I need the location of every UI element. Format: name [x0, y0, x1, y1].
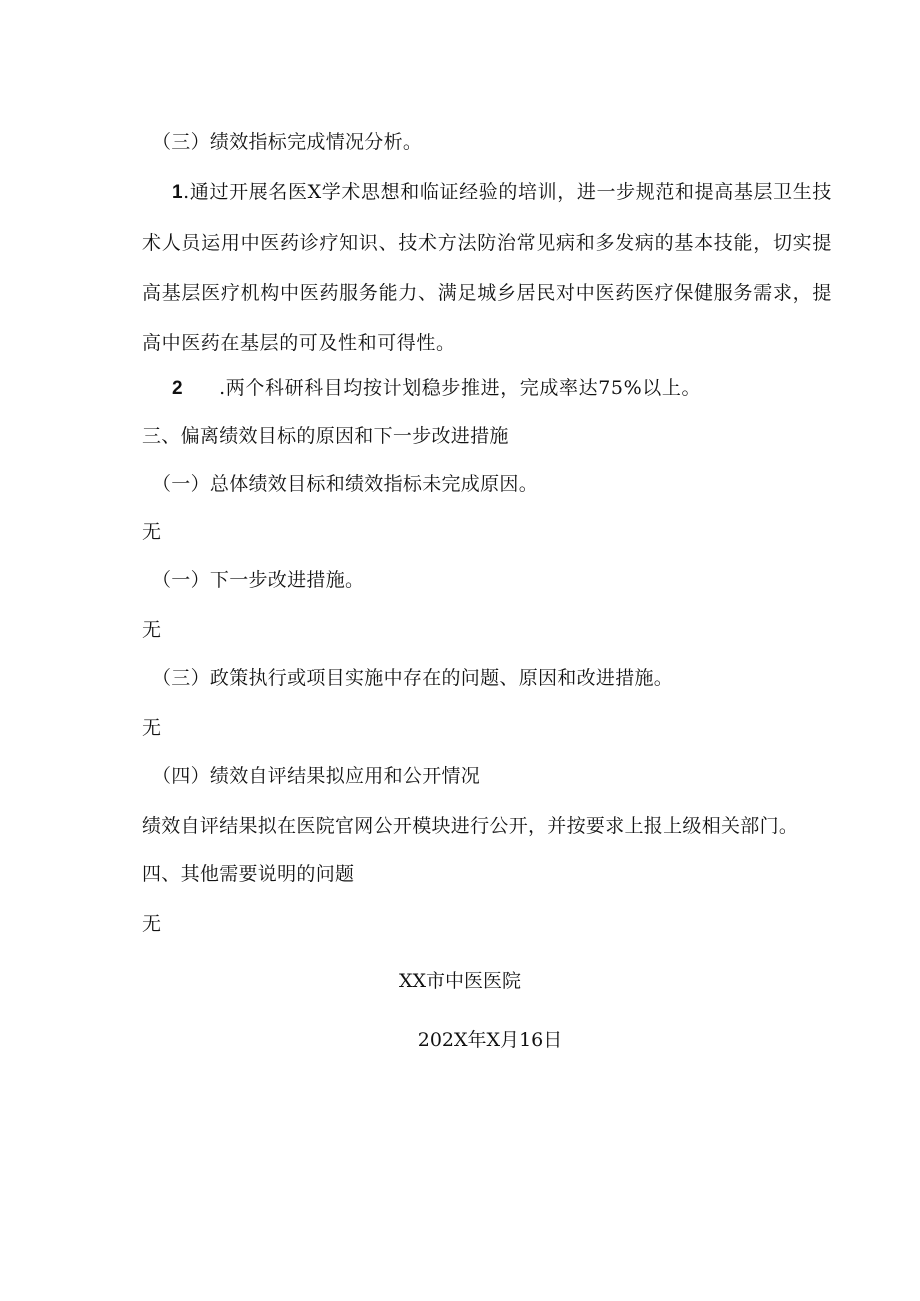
section-heading-performance-analysis: （三）绩效指标完成情况分析。: [152, 131, 423, 153]
item-number: 1: [172, 182, 184, 203]
subsection-heading-next-steps: （一）下一步改进措施。: [152, 569, 365, 591]
subsection-heading-policy-issues: （三）政策执行或项目实施中存在的问题、原因和改进措施。: [152, 667, 674, 689]
chapter-heading-other-issues: 四、其他需要说明的问题: [142, 863, 355, 885]
subsection-heading-self-evaluation: （四）绩效自评结果拟应用和公开情况: [152, 765, 481, 787]
chapter-body: 无: [142, 913, 162, 935]
item-text: .通过开展名医X学术思想和临证经验的培训，进一步规范和提高基层卫生技术人员运用中医药诊疗知识、技术方法防治常见病和多发病的基本技能，切实提高基层医疗机构中医药服务能力、满足城乡居民对中医药医疗保健服务需求，提高中医药在基层的可及性和可得性。: [142, 181, 832, 354]
paragraph-item-2: [142, 363, 832, 414]
subsection-body: 绩效自评结果拟在医院官网公开模块进行公开，并按要求上报上级相关部门。: [142, 815, 799, 837]
date-text: 202X年X月16日: [417, 1029, 563, 1051]
subsection-heading-reasons: （一）总体绩效目标和绩效指标未完成原因。: [152, 473, 539, 495]
subsection-body: 无: [142, 619, 162, 641]
chapter-heading-deviation: 三、偏离绩效目标的原因和下一步改进措施: [142, 425, 509, 447]
signature-organization: [0, 969, 920, 993]
item-number: 2: [172, 378, 184, 399]
paragraph-item-1: [142, 167, 832, 368]
organization-name: XX市中医医院: [398, 970, 522, 992]
subsection-body: 无: [142, 717, 162, 739]
signature-date: [0, 1028, 920, 1052]
subsection-body: 无: [142, 521, 162, 543]
item-text: .两个科研科目均按计划稳步推进，完成率达75%以上。: [219, 377, 702, 399]
